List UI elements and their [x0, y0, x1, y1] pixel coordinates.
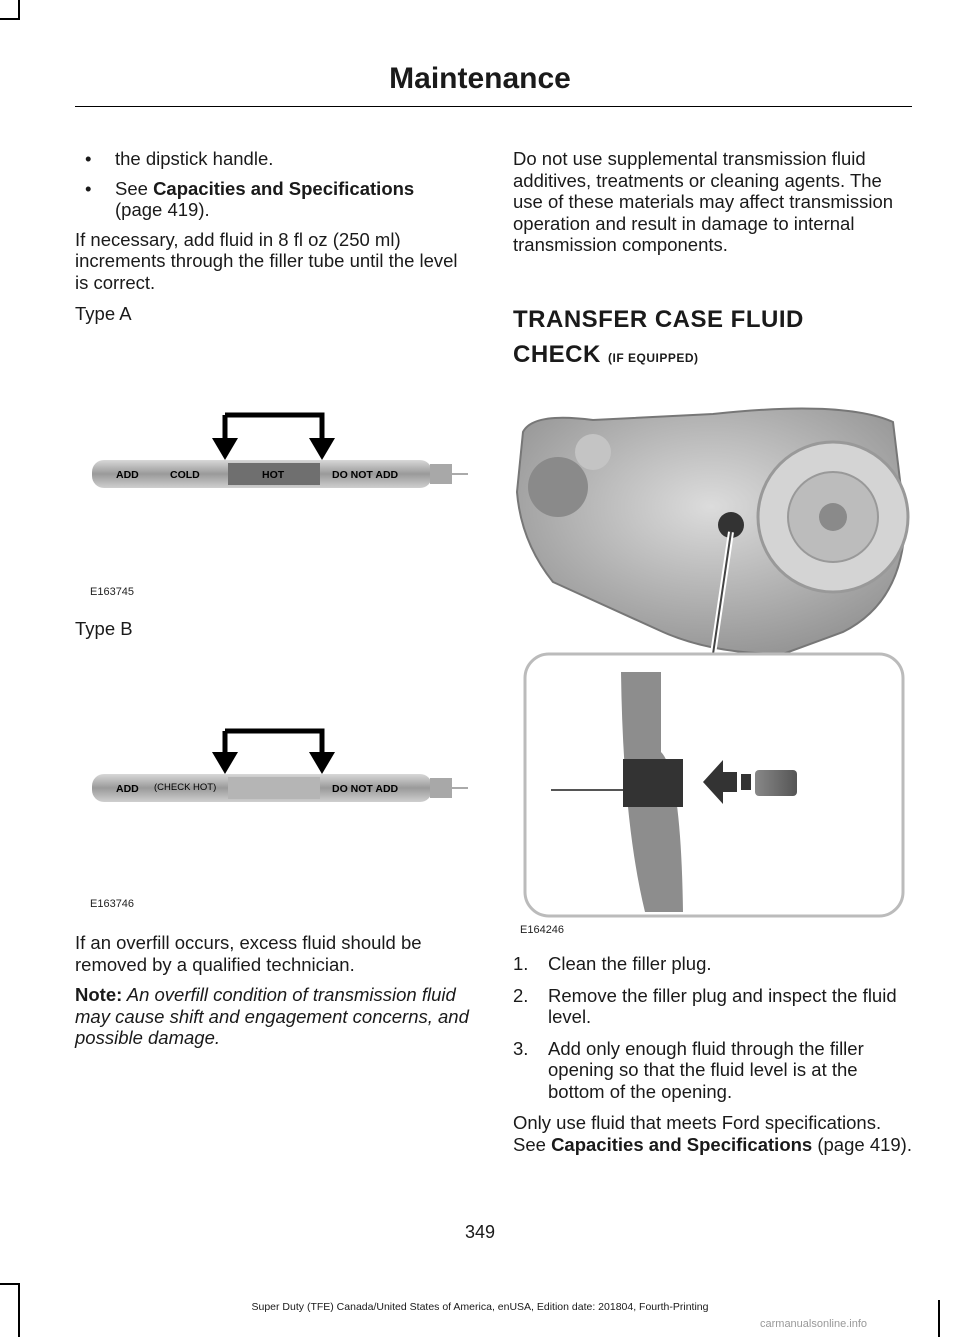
right-column-top	[513, 148, 913, 265]
figure-code: E163746	[90, 898, 135, 910]
transfer-case-figure	[513, 392, 913, 922]
figure-code: E164246	[520, 924, 565, 936]
list-item: 2. Remove the filler plug and inspect the fluid level.	[513, 984, 897, 1027]
left-column-top	[75, 148, 475, 334]
dipstick-label-cold: COLD	[170, 469, 200, 481]
dipstick-type-b-figure	[90, 726, 470, 806]
dipstick-label-do-not-add: DO NOT ADD	[332, 783, 399, 795]
paragraph: If necessary, add fluid in 8 fl oz (250 ml) increments through the filler tube until the level is correct.	[75, 228, 458, 293]
dipstick-type-a-figure	[90, 410, 470, 500]
paragraph: Do not use supplemental transmission fluid additives, treatments or cleaning agents. The use of these materials may affect transmission operation and result in damage to internal transmission components.	[513, 148, 894, 255]
list-item: 3. Add only enough fluid through the filler opening so that the fluid level is at the bottom of the opening.	[513, 1037, 864, 1102]
paragraph: If an overfill occurs, excess fluid should be removed by a qualified technician.	[75, 932, 422, 975]
list-item: • the dipstick handle.	[85, 148, 274, 169]
figure-label: Type A	[75, 303, 132, 324]
dipstick-label-add: ADD	[116, 469, 139, 481]
right-column-bottom	[513, 953, 913, 1164]
paragraph: Only use fluid that meets Ford specifications. See Capacities and Specifications (page 419).	[513, 1112, 912, 1155]
crop-mark	[0, 1283, 20, 1285]
dipstick-label-do-not-add: DO NOT ADD	[332, 469, 399, 481]
watermark: carmanualsonline.info	[760, 1318, 868, 1330]
edition-info: Super Duty (TFE) Canada/United States of America, enUSA, Edition date: 201804, Fourth-Printing	[251, 1301, 709, 1313]
xref-link[interactable]: Capacities and Specifications	[551, 1133, 813, 1155]
crop-mark	[0, 18, 20, 20]
figure-label: Type B	[75, 618, 133, 639]
header-rule	[75, 106, 912, 107]
figure-code: E163745	[90, 586, 135, 598]
note: Note: An overfill condition of transmission fluid may cause shift and engagement concerns, and possible damage.	[75, 984, 469, 1048]
dipstick-label-check-hot: (CHECK HOT)	[154, 782, 217, 793]
xref-link[interactable]: Capacities and Specifications	[153, 177, 415, 199]
list-item: 1. Clean the filler plug.	[513, 953, 712, 974]
dipstick-label-hot: HOT	[262, 469, 285, 481]
crop-mark	[18, 0, 20, 20]
page-title: Maintenance	[389, 62, 571, 95]
dipstick-label-add: ADD	[116, 783, 139, 795]
page-number: 349	[464, 1222, 496, 1242]
list-item: • See Capacities and Specifications (page 419).	[85, 177, 415, 220]
left-column-bottom	[75, 932, 477, 1058]
section-heading: TRANSFER CASE FLUID CHECK (IF EQUIPPED)	[513, 306, 804, 368]
